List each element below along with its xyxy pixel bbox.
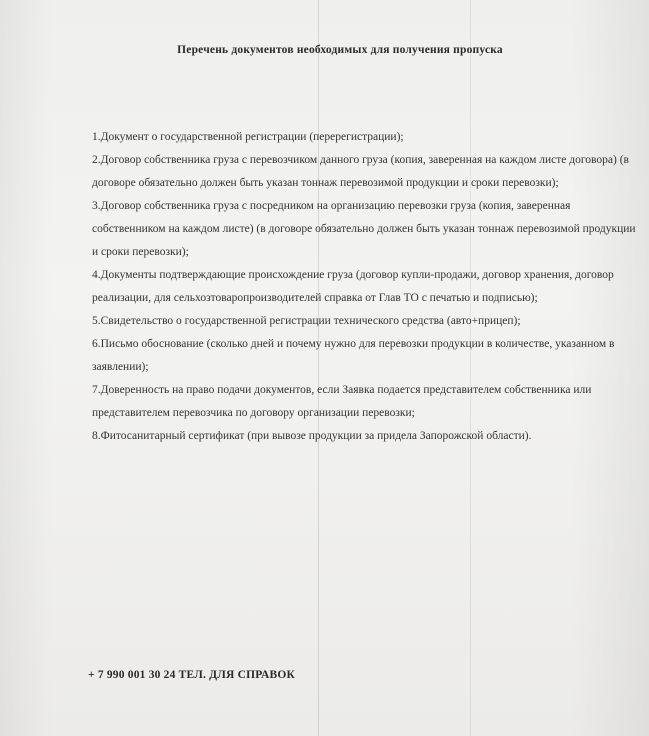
list-item: 7.Доверенность на право подачи документов, если Заявка подается представителем собственника или представителем перевозчика по договору организации перевозки; [92,384,592,419]
list-item: 8.Фитосанитарный сертификат (при вывозе продукции за придела Запорожской области). [92,430,532,442]
list-item: 5.Свидетельство о государственной регистрации технического средства (авто+прицеп); [92,315,521,327]
list-item: 1.Документ о государственной регистрации (перерегистрации); [92,131,404,143]
contact-phone: + 7 990 001 30 24 ТЕЛ. ДЛЯ СПРАВОК [88,669,296,681]
list-item: 2.Договор собственника груза с перевозчиком данного груза (копия, заверенная на каждом листе договора) (в договоре обязательно должен быть указан тоннаж перевозимой продукции и сроки перевозки); [92,154,629,189]
document-title: Перечень документов необходимых для получения пропуска [177,44,503,56]
list-item: 3.Договор собственника груза с посредником на организацию перевозки груза (копия, заверенная собственником на каждом листе) (в договоре обязательно должен быть указан тоннаж перевозимой продукции и сроки перевозки); [92,200,636,258]
requirements-list [92,126,637,448]
list-item: 4.Документы подтверждающие происхождение груза (договор купли-продажи, договор хранения, договор реализации, для сельхозтоваропроизводителей справка от Глав ТО с печатью и подписью); [92,269,614,304]
list-item: 6.Письмо обоснование (сколько дней и почему нужно для перевозки продукции в количестве, указанном в заявлении); [92,338,615,373]
